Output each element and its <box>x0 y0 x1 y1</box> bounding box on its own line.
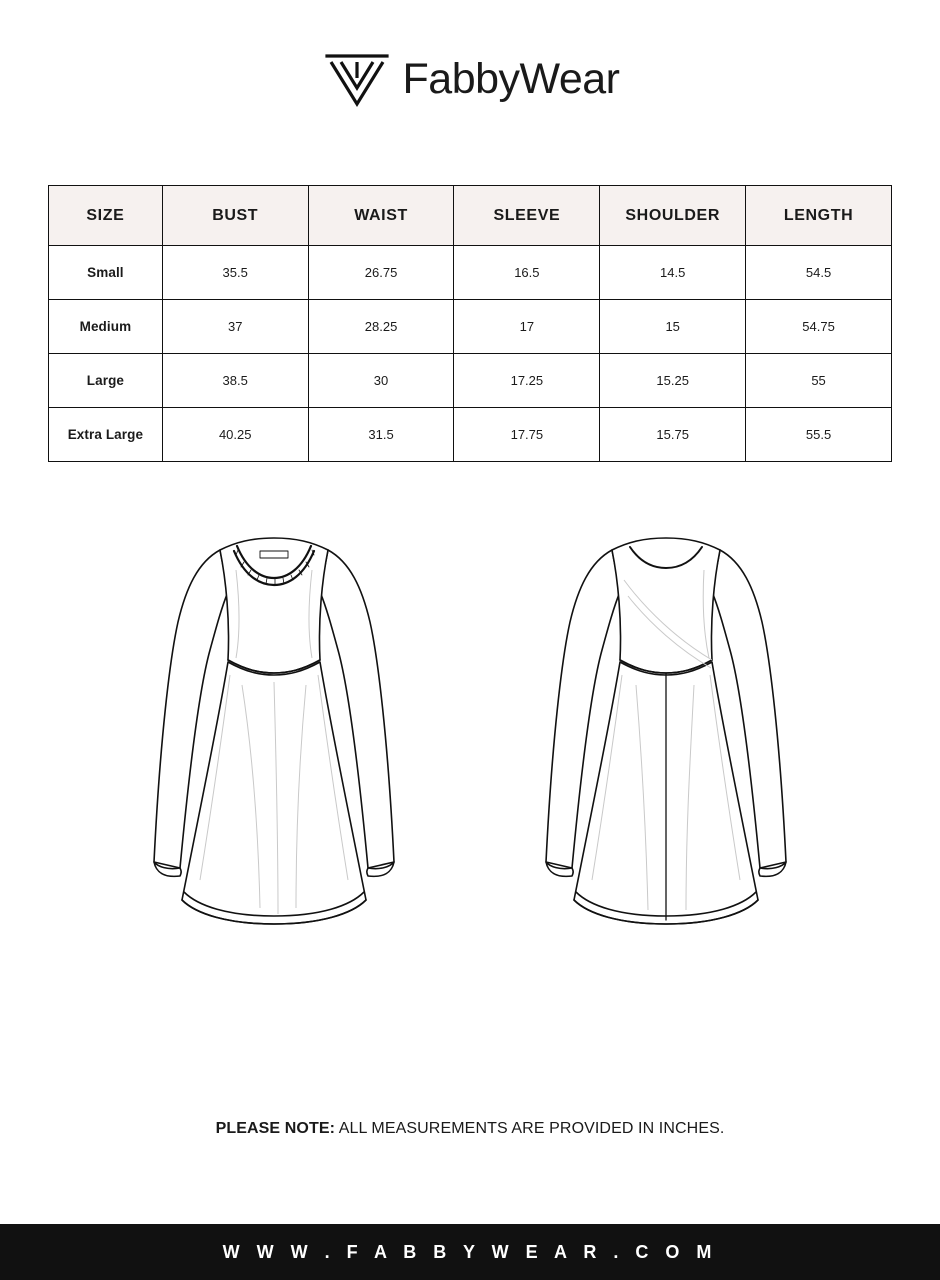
footer-website-url[interactable]: W W W . F A B B Y W E A R . C O M <box>222 1241 718 1262</box>
cell-waist: 26.75 <box>308 246 454 300</box>
cell-bust: 40.25 <box>162 408 308 462</box>
size-table-container <box>48 185 892 462</box>
cell-shoulder: 15 <box>600 300 746 354</box>
cell-shoulder: 15.25 <box>600 354 746 408</box>
column-header-bust: BUST <box>162 186 308 246</box>
column-header-size: SIZE <box>49 186 163 246</box>
cell-bust: 37 <box>162 300 308 354</box>
cell-length: 54.5 <box>746 246 892 300</box>
cell-sleeve: 17.75 <box>454 408 600 462</box>
brand-lockup <box>321 48 620 110</box>
cell-bust: 35.5 <box>162 246 308 300</box>
cell-sleeve: 16.5 <box>454 246 600 300</box>
table-row <box>49 408 892 462</box>
illustrations-row <box>0 510 940 1090</box>
table-row <box>49 246 892 300</box>
column-header-length: LENGTH <box>746 186 892 246</box>
column-header-shoulder: SHOULDER <box>600 186 746 246</box>
cell-length: 55 <box>746 354 892 408</box>
cell-size: Medium <box>49 300 163 354</box>
column-header-sleeve: SLEEVE <box>454 186 600 246</box>
cell-length: 54.75 <box>746 300 892 354</box>
cell-bust: 38.5 <box>162 354 308 408</box>
cell-waist: 28.25 <box>308 300 454 354</box>
cell-waist: 30 <box>308 354 454 408</box>
note-text: ALL MEASUREMENTS ARE PROVIDED IN INCHES. <box>335 1120 725 1137</box>
cell-sleeve: 17 <box>454 300 600 354</box>
size-table <box>48 185 892 462</box>
column-header-waist: WAIST <box>308 186 454 246</box>
page-header <box>0 0 940 110</box>
brand-name: FabbyWear <box>402 54 620 103</box>
cell-sleeve: 17.25 <box>454 354 600 408</box>
dress-back-illustration <box>516 510 816 1090</box>
cell-length: 55.5 <box>746 408 892 462</box>
table-row <box>49 300 892 354</box>
table-header-row <box>49 186 892 246</box>
cell-size: Extra Large <box>49 408 163 462</box>
note-emphasis: PLEASE NOTE: <box>215 1120 336 1137</box>
page-footer <box>0 1224 940 1280</box>
dress-front-illustration <box>124 510 424 1090</box>
fabbywear-monogram-icon <box>321 48 393 110</box>
cell-waist: 31.5 <box>308 408 454 462</box>
cell-shoulder: 14.5 <box>600 246 746 300</box>
cell-shoulder: 15.75 <box>600 408 746 462</box>
table-row <box>49 354 892 408</box>
cell-size: Small <box>49 246 163 300</box>
cell-size: Large <box>49 354 163 408</box>
measurement-note <box>0 1120 940 1138</box>
